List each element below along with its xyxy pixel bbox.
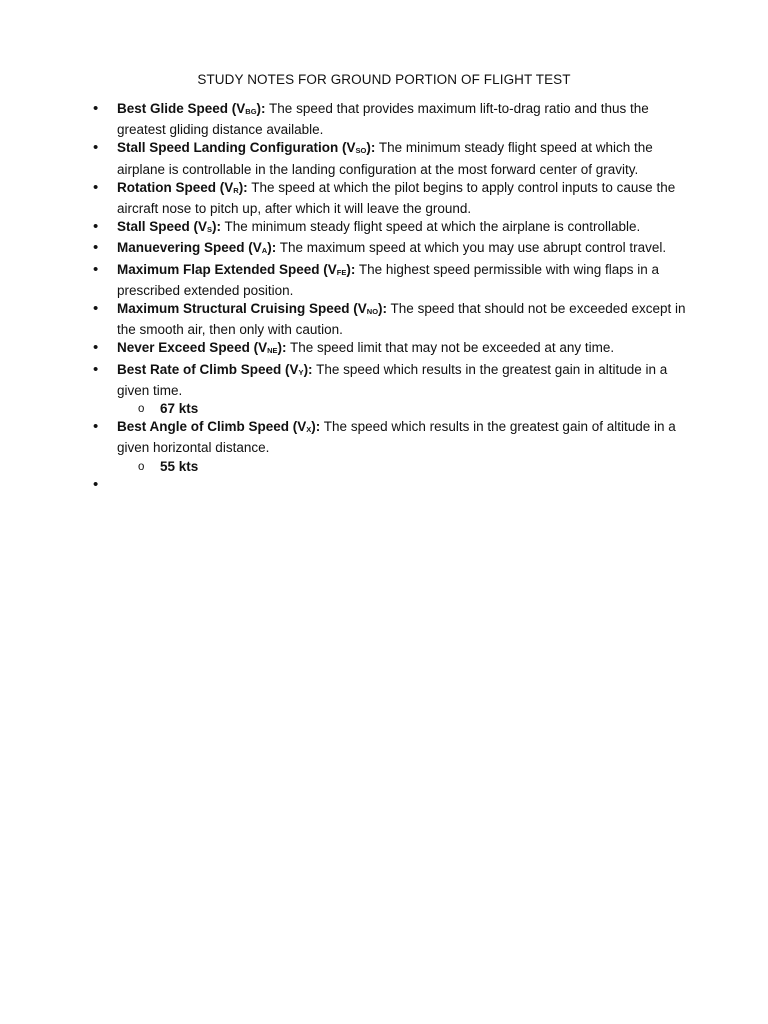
term-label: Maximum Flap Extended Speed (V — [117, 261, 337, 277]
list-item — [117, 261, 697, 300]
term-label-end: ): — [366, 140, 376, 156]
term-subscript: NO — [366, 307, 379, 317]
definition-text: The minimum steady flight speed at which the airplane is controllable. — [221, 219, 641, 235]
sub-list-item: o 55 kts — [160, 458, 697, 476]
term-label: Best Glide Speed (V — [117, 101, 246, 116]
term-label: Rotation Speed (V — [117, 179, 234, 195]
term-label-end: ): — [238, 179, 248, 195]
term-label-end: ): — [256, 101, 266, 116]
document-title: STUDY NOTES FOR GROUND PORTION OF FLIGHT TEST — [197, 72, 571, 87]
list-item — [117, 418, 697, 476]
term-subscript: R — [233, 185, 239, 195]
term-subscript: SO — [355, 146, 367, 156]
definition-text: The minimum steady flight speed at which the airplane is controllable in the landing configuration at the most forward center of gravity. — [117, 140, 653, 177]
list-item — [117, 361, 697, 419]
sub-list — [117, 458, 697, 476]
term-label: Best Angle of Climb Speed (V — [117, 419, 307, 435]
term-subscript: A — [261, 246, 268, 256]
definition-text: The speed limit that may not be exceeded at any time. — [286, 340, 615, 356]
notes-list — [117, 100, 697, 494]
list-item — [117, 239, 697, 260]
term-label-end: ): — [277, 340, 287, 356]
term-label: Stall Speed (V — [117, 219, 208, 235]
definition-text: The speed at which the pilot begins to apply control inputs to cause the aircraft nose to pitch up, after which it will leave the ground. — [117, 179, 676, 217]
term-subscript: S — [207, 225, 213, 235]
definition-text: The highest speed permissible with wing flaps in a prescribed extended position. — [117, 261, 660, 298]
list-item — [117, 179, 697, 218]
list-item — [117, 218, 697, 239]
term-label: Best Rate of Climb Speed (V — [117, 361, 299, 377]
list-item — [117, 300, 697, 339]
term-subscript: NE — [267, 346, 278, 356]
definition-text: The speed that should not be exceeded except in the smooth air, then only with caution. — [117, 301, 686, 338]
term-subscript: X — [306, 425, 312, 435]
term-label: Stall Speed Landing Configuration (V — [117, 140, 356, 156]
term-label-end: ): — [378, 301, 388, 317]
empty-list-item — [117, 476, 697, 494]
term-label: Maximum Structural Cruising Speed (V — [117, 301, 367, 317]
term-subscript: BG — [245, 107, 257, 116]
term-subscript: Y — [298, 367, 304, 377]
term-label: Manuevering Speed (V — [117, 240, 262, 256]
sub-list-item: o 67 kts — [160, 400, 697, 418]
definition-text: The speed which results in the greatest gain in altitude in a given time. — [117, 361, 668, 398]
definition-text: The maximum speed at which you may use abrupt control travel. — [276, 240, 667, 256]
term-label-end: ): — [311, 419, 321, 435]
term-label-end: ): — [303, 361, 313, 377]
list-item — [117, 139, 697, 178]
list-item — [117, 100, 697, 139]
list-item — [117, 339, 697, 360]
term-label-end: ): — [346, 261, 356, 277]
term-subscript: FE — [336, 267, 347, 277]
sub-list — [117, 400, 697, 418]
term-label-end: ): — [212, 219, 222, 235]
definition-text: The speed that provides maximum lift-to-drag ratio and thus the greatest gliding distance available. — [117, 101, 649, 138]
term-label: Never Exceed Speed (V — [117, 340, 268, 356]
definition-text: The speed which results in the greatest gain of altitude in a given horizontal distance. — [117, 419, 676, 456]
term-label-end: ): — [267, 240, 277, 256]
